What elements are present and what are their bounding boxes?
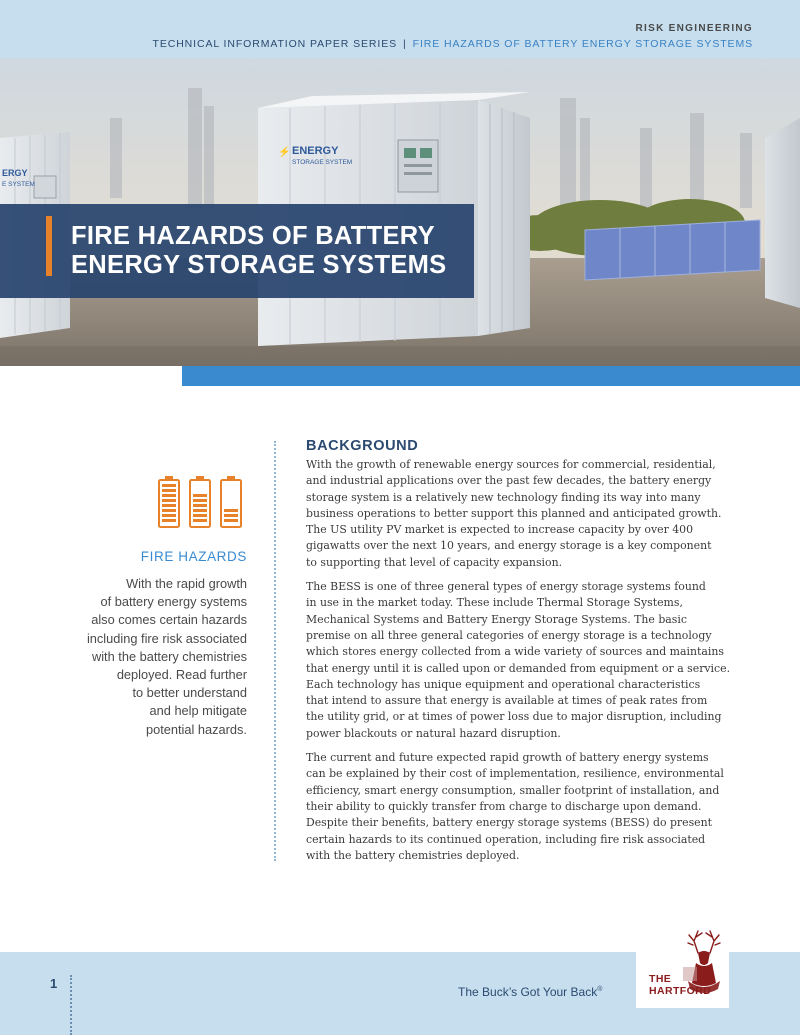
- tagline: [458, 985, 602, 999]
- sidebar-heading: FIRE HAZARDS: [140, 549, 247, 564]
- paragraph-line: to supporting that level of capacity expansion.: [306, 555, 563, 569]
- title-banner: [0, 204, 474, 298]
- paragraph-line: certain hazards to its continued operation, including fire risk associated: [306, 832, 706, 846]
- paragraph-line: storage system is a relatively new technology finding its way into many: [306, 490, 701, 504]
- paragraph-line: the utility grid, or at times of power loss due to major disruption, including: [306, 710, 722, 724]
- paper-series-line: [153, 38, 754, 50]
- paragraph-line: their ability to quickly transfer from charge to discharge upon demand.: [306, 799, 702, 813]
- page-number: 1: [50, 976, 58, 991]
- title-accent-bar: [46, 216, 52, 276]
- paragraph-line: can be explained by their cost of implementation, resilience, environmental: [306, 767, 724, 781]
- logo-line-2: HARTFORD: [649, 985, 712, 997]
- sidebar-line: of battery energy systems: [100, 594, 247, 610]
- paragraph-line: premise on all three general categories of energy storage is a technology: [306, 628, 712, 642]
- sidebar-line: including fire risk associated: [86, 630, 247, 646]
- sidebar-line: also comes certain hazards: [91, 612, 247, 628]
- sidebar-line: potential hazards.: [145, 721, 247, 737]
- paragraph-line: With the growth of renewable energy sources for commercial, residential,: [306, 458, 716, 471]
- paragraph-line: with the battery chemistries deployed.: [306, 848, 520, 862]
- tagline-text: The Buck’s Got Your Back: [458, 985, 598, 999]
- series-label: RISK ENGINEERING: [635, 23, 753, 34]
- footer-divider: [70, 975, 72, 1035]
- sidebar-line: with the battery chemistries: [91, 648, 247, 664]
- section-heading: BACKGROUND: [306, 438, 419, 454]
- paragraph-line: gigawatts over the next 10 years, and energy storage is a key component: [306, 539, 712, 553]
- sidebar-line: deployed. Read further: [116, 667, 247, 683]
- paragraph-line: which stores energy collected from a wide variety of sources and maintains: [306, 645, 724, 659]
- left-container-brand-line1: ERGY: [2, 168, 28, 178]
- logo-line-1: THE: [649, 973, 672, 985]
- title-line-2: ENERGY STORAGE SYSTEMS: [71, 251, 447, 279]
- container-brand-line2: STORAGE SYSTEM: [292, 159, 353, 166]
- paper-subject: FIRE HAZARDS OF BATTERY ENERGY STORAGE SYSTEMS: [412, 38, 753, 50]
- battery-half-icon: [190, 476, 210, 527]
- paragraph-line: The BESS is one of three general types of energy storage systems found: [306, 580, 706, 594]
- paragraph-line: Mechanical Systems and Battery Energy Storage Systems. The basic: [306, 612, 687, 626]
- paragraph-3: [306, 750, 776, 864]
- sidebar-line: With the rapid growth: [126, 576, 247, 591]
- paragraph-2: [306, 579, 776, 742]
- paragraph-line: power blackouts or natural hazard disruption.: [306, 726, 561, 740]
- paragraph-line: The current and future expected rapid growth of battery energy systems: [306, 751, 709, 765]
- paragraph-line: that energy until it is called upon or demanded from equipment or a service.: [306, 661, 731, 675]
- registered-mark: ®: [597, 986, 603, 993]
- paragraph-line: efficiency, smart energy consumption, smaller footprint of installation, and: [306, 783, 720, 797]
- document-title: [71, 222, 471, 280]
- paragraph-line: and industrial applications over the past few decades, the battery energy: [306, 474, 712, 488]
- paragraph-line: Each technology has unique equipment and operational characteristics: [306, 677, 701, 691]
- series-separator: |: [403, 38, 407, 50]
- paragraph-line: that intend to assure that energy is available at times of peak rates from: [306, 694, 708, 708]
- paragraph-line: business operations to better support this planned and anticipated growth.: [306, 506, 722, 520]
- paragraph-line: The US utility PV market is expected to increase capacity by over 400: [306, 523, 694, 537]
- title-line-1: FIRE HAZARDS OF BATTERY: [71, 222, 435, 250]
- left-container-brand-line2: E SYSTEM: [2, 181, 35, 188]
- paragraph-1: [306, 457, 776, 571]
- svg-text:⚡: ⚡: [278, 147, 291, 158]
- container-brand-line1: ENERGY: [292, 145, 339, 157]
- paragraph-line: in use in the market today. These include Thermal Storage Systems,: [306, 596, 683, 610]
- battery-full-icon: [159, 476, 179, 527]
- accent-strip: [182, 366, 800, 386]
- sidebar-line: to better understand: [132, 685, 247, 701]
- column-divider: [274, 441, 276, 861]
- hartford-wordmark: [649, 973, 711, 997]
- paragraph-line: Despite their benefits, battery energy storage systems (BESS) do present: [306, 816, 713, 830]
- main-content: [306, 438, 776, 872]
- battery-levels-icon: [157, 475, 243, 534]
- paper-series: TECHNICAL INFORMATION PAPER SERIES: [152, 38, 398, 50]
- sidebar-summary: [87, 575, 247, 739]
- sidebar-line: and help mitigate: [149, 703, 247, 719]
- battery-low-icon: [221, 476, 241, 527]
